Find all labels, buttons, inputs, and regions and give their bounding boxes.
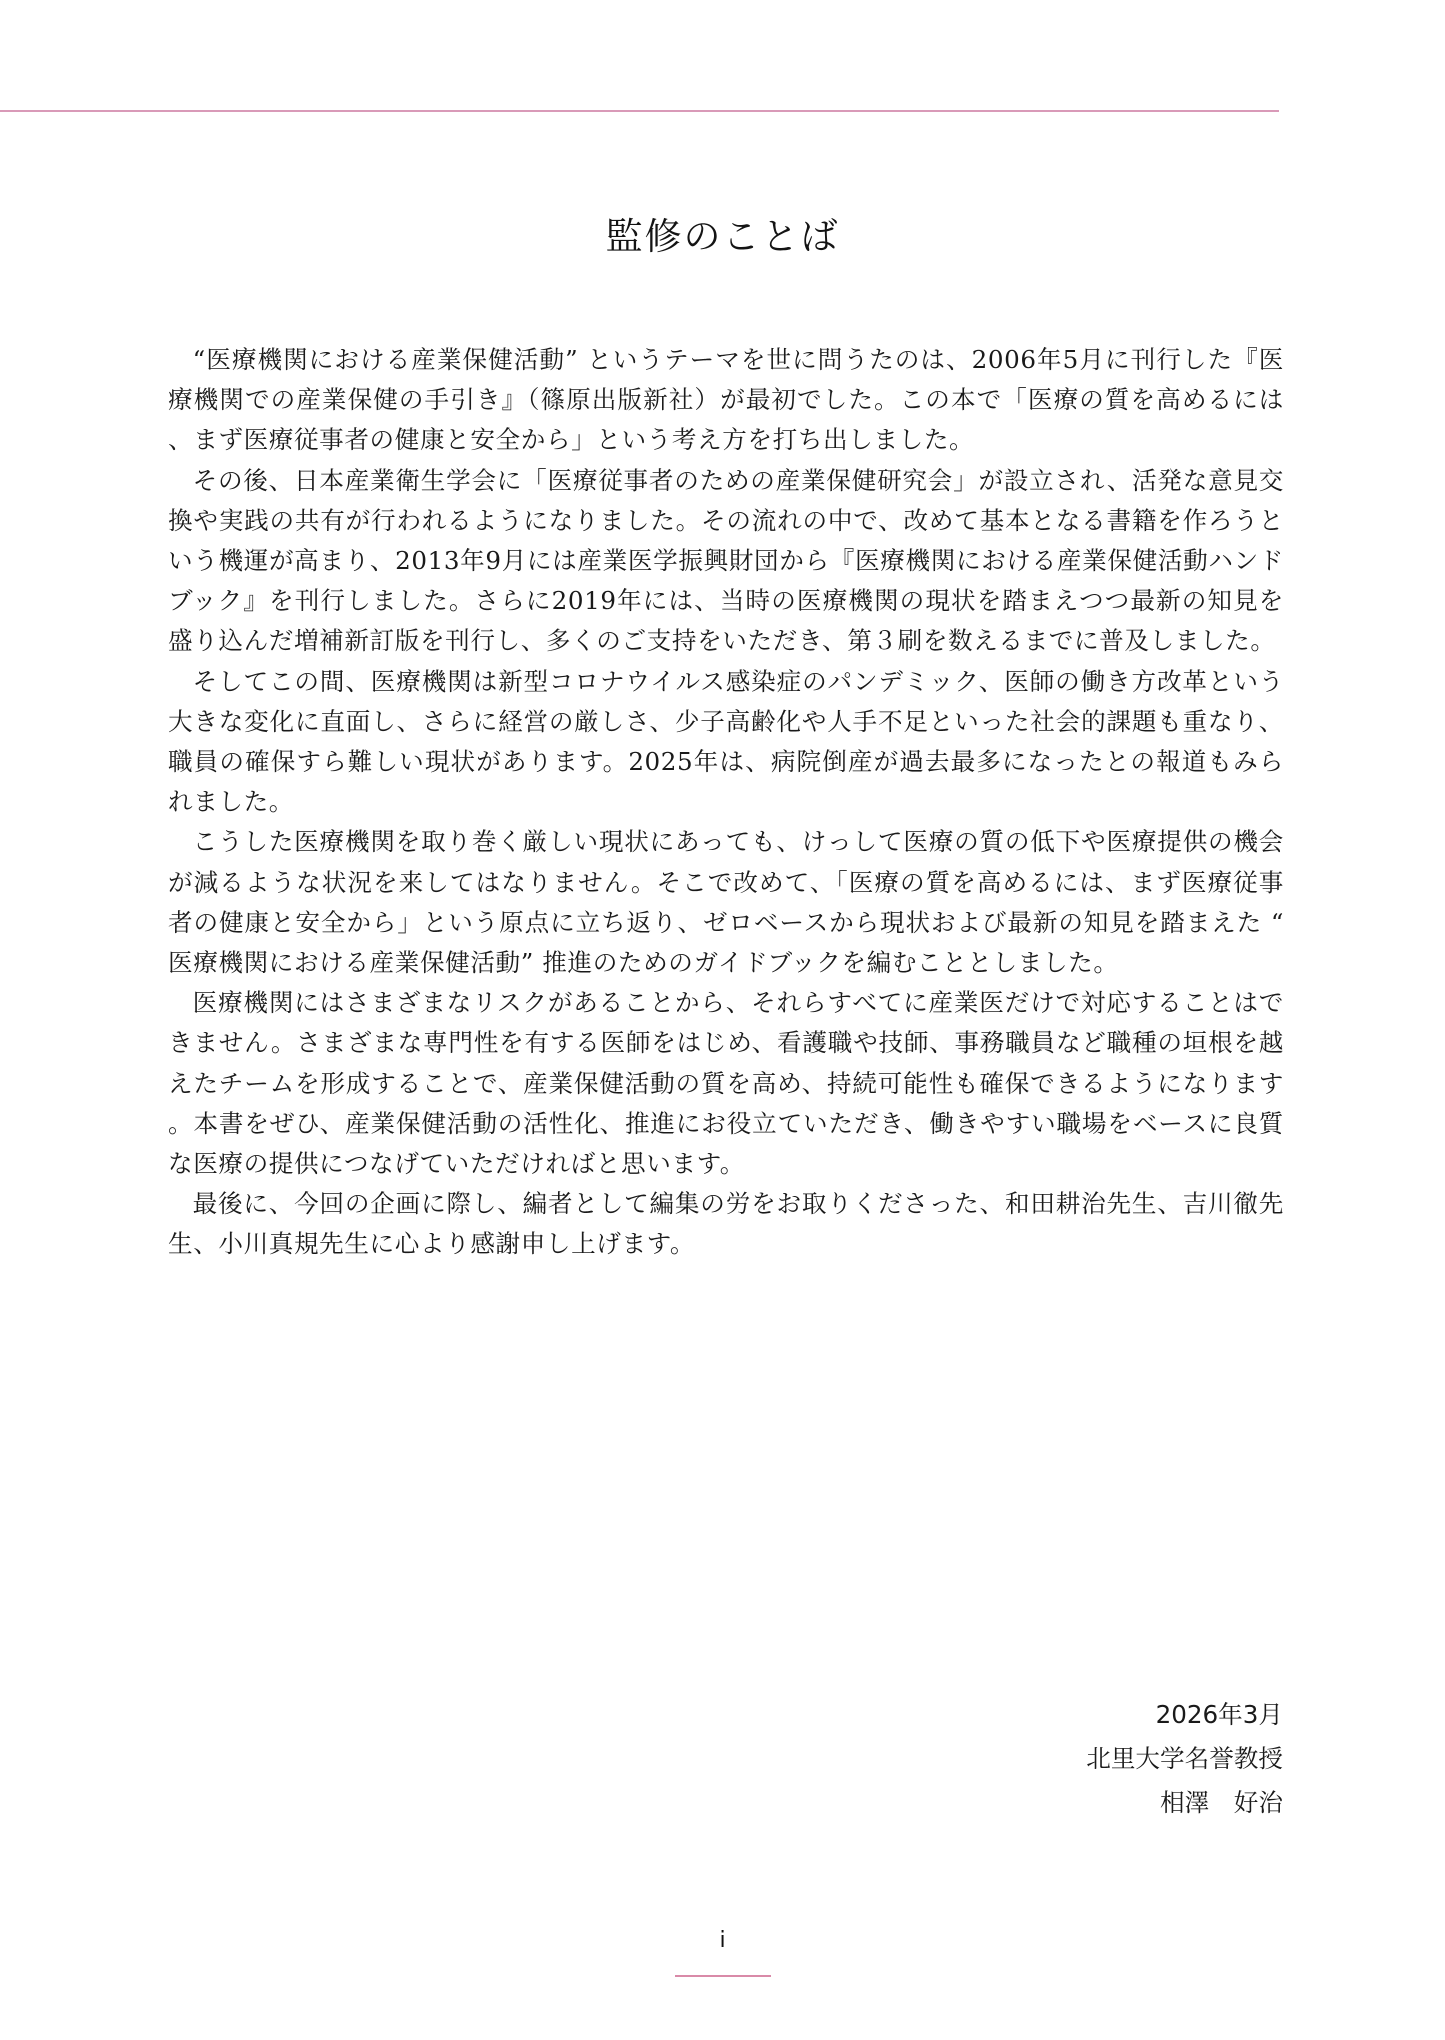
- header-rule: [0, 110, 1279, 112]
- body-text: [168, 340, 1284, 1265]
- page-number: i: [719, 1928, 726, 1953]
- paragraph: その後、日本産業衛生学会に「医療従事者のための産業保健研究会」が設立され、活発な意見交換や実践の共有が行われるようになりました。その流れの中で、改めて基本となる書籍を作ろうという機運が高まり、2013年9月には産業医学振興財団から『医療機関における産業保健活動ハンドブック』を刊行しました。さらに2019年には、当時の医療機関の現状を踏まえつつ最新の知見を盛り込んだ増補新訂版を刊行し、多くのご支持をいただき、第３刷を数えるまでに普及しました。: [168, 465, 1284, 656]
- paragraph: 最後に、今回の企画に際し、編者として編集の労をお取りくださった、和田耕治先生、吉川徹先生、小川真規先生に心より感謝申し上げます。: [168, 1189, 1284, 1259]
- paragraph: そしてこの間、医療機関は新型コロナウイルス感染症のパンデミック、医師の働き方改革という大きな変化に直面し、さらに経営の厳しさ、少子高齢化や人手不足といった社会的課題も重なり、職員の確保すら難しい現状があります。2025年は、病院倒産が過去最多になったとの報道もみられました。: [168, 666, 1284, 817]
- signature-date: 2026年3月: [1155, 1700, 1283, 1729]
- page-title: 監修のことば: [605, 215, 840, 258]
- paragraph: こうした医療機関を取り巻く厳しい現状にあっても、けっして医療の質の低下や医療提供の機会が減るような状況を来してはなりません。そこで改めて、「医療の質を高めるには、まず医療従事者の健康と安全から」という原点に立ち返り、ゼロベースから現状および最新の知見を踏まえた “医療機関における産業保健活動” 推進のためのガイドブックを編むこととしました。: [168, 827, 1284, 978]
- footer-rule: [675, 1975, 771, 1977]
- paragraph: “医療機関における産業保健活動” というテーマを世に問うたのは、2006年5月に刊行した『医療機関での産業保健の手引き』（篠原出版新社）が最初でした。この本で「医療の質を高めるには、まず医療従事者の健康と安全から」という考え方を打ち出しました。: [168, 345, 1284, 455]
- paragraph: 医療機関にはさまざまなリスクがあることから、それらすべてに産業医だけで対応することはできません。さまざまな専門性を有する医師をはじめ、看護職や技師、事務職員など職種の垣根を越えたチームを形成することで、産業保健活動の質を高め、持続可能性も確保できるようになります。本書をぜひ、産業保健活動の活性化、推進にお役立ていただき、働きやすい職場をベースに良質な医療の提供につなげていただければと思います。: [168, 988, 1284, 1179]
- signature-affiliation: 北里大学名誉教授: [1086, 1744, 1283, 1773]
- signature-name: 相澤 好治: [1160, 1788, 1283, 1817]
- signature-block: [1086, 1693, 1283, 1825]
